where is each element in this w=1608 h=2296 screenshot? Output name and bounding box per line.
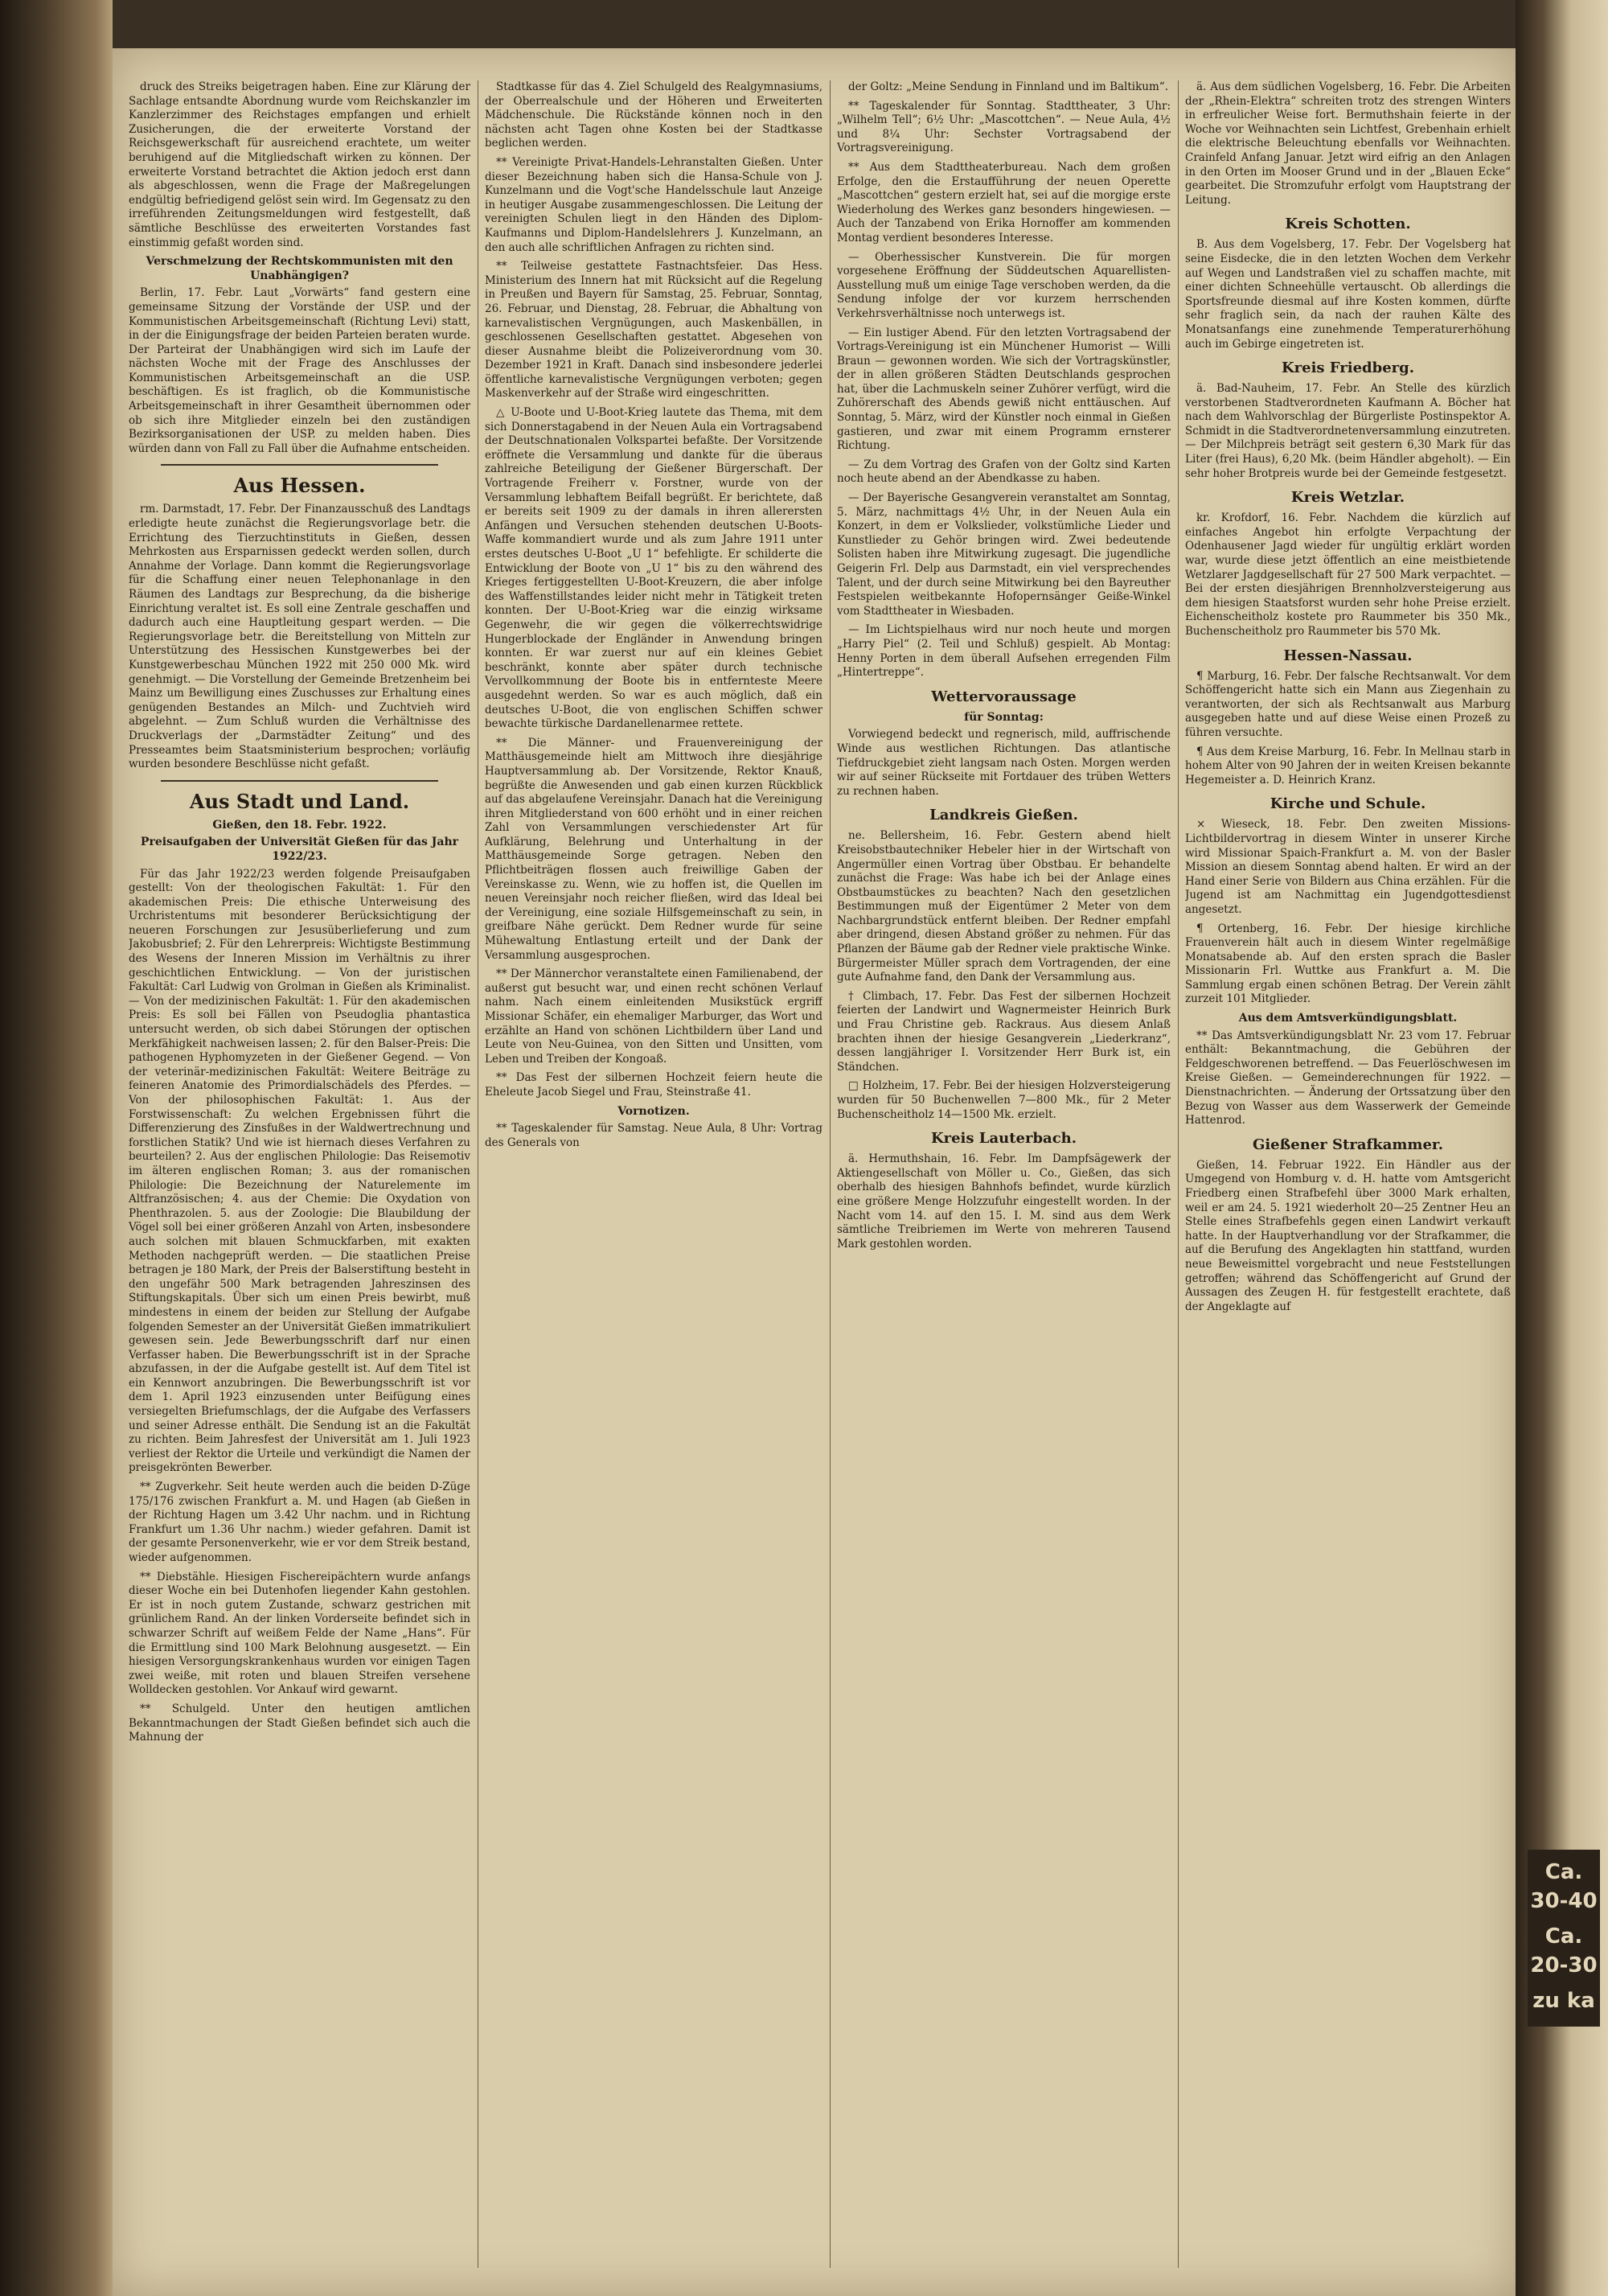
column-1 xyxy=(129,80,470,2268)
article-paragraph: ** Schulgeld. Unter den heutigen amtlichen Bekanntmachungen der Stadt Gießen befindet sich auch die Mahnung der xyxy=(129,1702,470,1744)
article-paragraph: ä. Aus dem südlichen Vogelsberg, 16. Febr. Die Arbeiten der „Rhein-Elektra“ schreiten trotz des strengen Winters in erfreulicher Weise fort. Bermuthshain feierte in der Woche vor Weihnachten sein Lichtfest, Grebenhain erhielt die elektrische Beleuchtung ebenfalls vor Weihnachten. Crainfeld Anfang Januar. Jetzt wird eifrig an den Anlagen in den Orten im Mooser Grund und in der „Blauen Ecke“ gearbeitet. Die Stromzufuhr erfolgt vom Hauptstrang der Leitung. xyxy=(1185,80,1511,207)
article-heading: Vornotizen. xyxy=(617,1104,690,1118)
column-2 xyxy=(485,80,822,2268)
section-heading-wettervoraussage: Wettervoraussage xyxy=(931,688,1077,705)
section-heading-landkreis-giessen: Landkreis Gießen. xyxy=(929,807,1078,824)
article-paragraph: Vorwiegend bedeckt und regnerisch, mild, auffrischende Winde aus westlichen Richtungen. Das atlantische Tiefdruckgebiet zieht langsam nach Osten. Morgen werden wir auf seiner Rückseite mit Fortdauer des trüben Wetters zu rechnen haben. xyxy=(837,728,1171,798)
article-paragraph: Berlin, 17. Febr. Laut „Vorwärts“ fand gestern eine gemeinsame Sitzung der Vorstände der USP. und der Kommunistischen Arbeitsgemeinschaft (Richtung Levi) statt, in der die Einigungsfrage der beiden Parteien beraten wurde. Der Parteirat der Unabhängigen wird sich im Laufe der nächsten Woche mit der Frage des Anschlusses der Kommunistischen Arbeitsgemeinschaft an die USP. beschäftigen. Es ist fraglich, ob die Kommunistische Arbeitsgemeinschaft in ihrer Gesamtheit übernommen oder ob sich ihre Mitglieder einzeln bei den zuständigen Bezirksorganisationen der USP. zu melden haben. Dies würden dann von Fall zu Fall über die Aufnahme entscheiden. xyxy=(129,286,470,455)
article-paragraph: ** Der Männerchor veranstaltete einen Familienabend, der außerst gut besucht war, und einen recht schönen Verlauf nahm. Nach einem einleitenden Musikstück ergriff Missionar Schäfer, ein ehemaliger Marburger, das Wort und erzählte an Hand von schönen Lichtbildern über Land und Leute von Neu-Guinea, von den Sitten und Unsitten, vom Leben und Treiben der Kongoaß. xyxy=(485,967,822,1066)
article-paragraph: Gießen, 14. Februar 1922. Ein Händler aus der Umgegend von Homburg v. d. H. hatte vom Amtsgericht Friedberg einen Strafbefehl über 3000 Mark erhalten, weil er am 24. 5. 1921 wiederholt 20—25 Zentner Heu an Stelle eines Strafbefehls gegen einen Landwirt verkauft hatte. In der Hauptverhandlung vor der Strafkammer, die auf die Berufung des Angeklagten hin stattfand, wurden neue Beweismittel vorgebracht und neue Feststellungen getroffen; während das Schöffengericht auf Grund der Aussagen des Zeugen H. für festgestellt erachtete, daß der Angeklagte auf xyxy=(1185,1158,1511,1313)
article-heading: Aus dem Amtsverkündigungsblatt. xyxy=(1238,1012,1458,1025)
section-heading-kreis-lauterbach: Kreis Lauterbach. xyxy=(930,1130,1077,1148)
article-paragraph: ** Aus dem Stadttheaterbureau. Nach dem großen Erfolge, den die Erstaufführung der neuen Operette „Mascottchen“ gestern erzielt hat, sei auf die morgige erste Wiederholung des Werkes ganz besonders hingewiesen. — Auch der Tanzabend von Erika Hornoffer am kommenden Montag verdient besonderes Interesse. xyxy=(837,160,1171,244)
subheading: für Sonntag: xyxy=(964,710,1044,724)
article-paragraph: B. Aus dem Vogelsberg, 17. Febr. Der Vogelsberg hat seine Eisdecke, die in den letzten Wochen dem Verkehr auf Wegen und Landstraßen viel zu schaffen machte, mit einer dichten Schneehülle vertauscht. Ob allerdings die Sportsfreunde diesmal auf ihre Kosten kommen, dürfte sehr fraglich sein, da nach der rauhen Kälte des Monatsanfangs eine zunehmende Temperaturerhöhung auch im Gebirge eingetreten ist. xyxy=(1185,238,1511,351)
section-heading-kreis-schotten: Kreis Schotten. xyxy=(1285,216,1411,233)
article-paragraph: — Der Bayerische Gesangverein veranstaltet am Sonntag, 5. März, nachmittags 4½ Uhr, in der Neuen Aula ein Konzert, in dem er Volkslieder, volkstümliche Lieder und Kunstlieder zu Gehör bringen wird. Zwei bedeutende Solisten haben ihre Mitwirkung zugesagt. Die jugendliche Geigerin Frl. Delp aus Darmstadt, ein viel versprechendes Talent, und der durch seine Mitwirkung bei den Bayreuther Festspielen weitbekannte Hofopernsänger Geiße-Winkel vom Stadttheater in Wiesbaden. xyxy=(837,491,1171,618)
article-heading: Preisaufgaben der Universität Gießen für das Jahr 1922/23. xyxy=(140,836,459,863)
article-paragraph: ä. Bad-Nauheim, 17. Febr. An Stelle des kürzlich verstorbenen Stadtverordneten Kaufmann A. Böcher hat nach dem Wahlvorschlag der Bürgerliste Postinspektor A. Schmidt in die Stadtverordnetenversammlung einzutreten. — Der Milchpreis beträgt seit gestern 6,30 Mark für das Liter (frei Haus), 6,20 Mk. (beim Händler abgeholt). — Ein sehr hoher Brotpreis wurde bei der Gemeinde festgesetzt. xyxy=(1185,382,1511,480)
book-binding xyxy=(0,0,113,2296)
article-paragraph: ¶ Marburg, 16. Febr. Der falsche Rechtsanwalt. Vor dem Schöffengericht hatte sich ein Mann aus Ziegenhain zu verantworten, der sich als Rechtsanwalt aus Marburg ausgegeben hatte und auf diese Weise einen Prozeß zu führen versuchte. xyxy=(1185,669,1511,739)
article-paragraph: ä. Hermuthshain, 16. Febr. Im Dampfsägewerk der Aktiengesellschaft von Möller u. Co., Gießen, das sich oberhalb des hiesigen Bahnhofs befindet, wurde kürzlich eine größere Menge Holzzufuhr eingestellt worden. In der Nacht vom 14. auf den 15. I. M. sind aus dem Werk sämtliche Treibriemen im Werte von mehreren Tausend Mark gestohlen worden. xyxy=(837,1152,1171,1251)
article-paragraph: — Ein lustiger Abend. Für den letzten Vortragsabend der Vortrags-Vereinigung ist ein Münchener Humorist — Willi Braun — gewonnen worden. Wie sich der Vortragskünstler, der in allen größeren Städten Deutschlands gesprochen hat, über die Lachmuskeln seiner Zuhörer verfügt, wird die Zuhörerschaft des Abends gewiß nicht enttäuschen. Auf Sonntag, 5. März, wird der Künstler noch einmal in Gießen gastieren, und zwar mit einem Programm ernsterer Richtung. xyxy=(837,326,1171,453)
dateline: Gießen, den 18. Febr. 1922. xyxy=(212,818,387,832)
article-paragraph: rm. Darmstadt, 17. Febr. Der Finanzausschuß des Landtags erledigte heute zunächst die Regierungsvorlage betr. die Errichtung des Tierzuchtinstituts in Gießen, dessen Mehrkosten aus Ersparnissen gedeckt werden sollen, durch Annahme der Vorlage. Dann kommt die Regierungsvorlage für die Schaffung einer neuen Telephonanlage in den Räumen des Landtags zur Besprechung, da die bisherige Einrichtung veraltet ist. Es soll eine Zentrale geschaffen und dadurch auch eine Hauptleitung gespart werden. — Die Regierungsvorlage betr. die Bereitstellung von Mitteln zur Unterstützung des Hessischen Kunstgewerbes bei der Kunstgewerbeschau München 1922 mit 250 000 Mk. wird genehmigt. — Die Vorstellung der Gemeinde Bretzenheim bei Mainz um Bewilligung eines Zuschusses zur Erhaltung eines genügenden Bestandes an Milch- und Zuchtvieh wird abgelehnt. — Zum Schluß wurden die Verhältnisse des Druckverlags der „Darmstädter Zeitung“ und des Presseamtes beim Staatsministerium besprochen; vorläufig wurden besondere Beschlüsse nicht gefaßt. xyxy=(129,503,470,771)
article-paragraph: ¶ Ortenberg, 16. Febr. Der hiesige kirchliche Frauenverein hält auch in diesem Winter regelmäßige Monatsabende ab. Auf den ersten sprach die Basler Missionarin Frl. Wuttke aus Frankfurt a. M. Die Sammlung ergab einen schönen Betrag. Der Verein zählt zurzeit 101 Mitglieder. xyxy=(1185,922,1511,1006)
article-paragraph: druck des Streiks beigetragen haben. Eine zur Klärung der Sachlage entsandte Abordnung wurde vom Reichskanzler im Kanzlerzimmer des Reichstages empfangen und erhielt Zusicherungen, die der erweiterte Vorstand der Reichsgewerkschaft für ausreichend erachtete, um weiter beruhigend auf die Mitgliedschaft wirken zu können. Der erweiterte Vorstand betrachtet die Aktion jedoch erst dann als abgeschlossen, wenn die Frage der Maßregelungen endgültig befriedigend gelöst sein wird. Im Gegensatz zu den irreführenden Zeitungsmeldungen wird festgestellt, daß sämtliche Beschlüsse des erweiterten Vorstandes fast einstimmig gefaßt worden sind. xyxy=(129,80,470,249)
section-heading-aus-hessen: Aus Hessen. xyxy=(233,474,366,498)
stamp-line: Ca. 20-30 xyxy=(1530,1924,1598,1978)
article-paragraph: ** Zugverkehr. Seit heute werden auch die beiden D-Züge 175/176 zwischen Frankfurt a. M. und Hagen (ab Gießen in der Richtung Hagen um 3.42 Uhr nachm. und in Richtung Frankfurt um 1.36 Uhr nachm.) wieder gefahren. Damit ist der gesamte Personenverkehr, wie er vor dem Streik bestand, wieder aufgenommen. xyxy=(129,1481,470,1564)
article-paragraph: ne. Bellersheim, 16. Febr. Gestern abend hielt Kreisobstbautechniker Hebeler hier in der Wirtschaft von Angermüller einen Vortrag über Obstbau. Er behandelte zunächst die Frage: Was habe ich bei der Anlage eines Obstbaumstückes zu beachten? Nach den gesetzlichen Bestimmungen muß der Eigentümer 2 Meter von dem Nachbargrundstück entfernt bleiben. Der Redner empfahl aber dringend, diesen Abstand größer zu nehmen. Für das Pflanzen der Bäume gab der Redner viele praktische Winke. Bürgermeister Müller sprach dem Vortragenden, der eine gute Aufnahme fand, den Dank der Versammlung aus. xyxy=(837,829,1171,984)
article-paragraph: □ Holzheim, 17. Febr. Bei der hiesigen Holzversteigerung wurden für 50 Buchenwellen 7—800 Mk., für 2 Meter Buchenscheitholz 14—1500 Mk. erzielt. xyxy=(837,1079,1171,1121)
column-rule xyxy=(1178,80,1179,2268)
article-paragraph: ** Das Amtsverkündigungsblatt Nr. 23 vom 17. Februar enthält: Bekanntmachung, die Gebühren der Feldgeschworenen betreffend. — Das Feuerlöschwesen im Kreise Gießen. — Gemeinderechnungen für 1922. — Dienstnachrichten. — Änderung der Ortssatzung über den Bezug von Wasser aus dem Wasserwerk der Gemeinde Hattenrod. xyxy=(1185,1029,1511,1127)
article-paragraph: Stadtkasse für das 4. Ziel Schulgeld des Realgymnasiums, der Oberrealschule und der Höheren und Erweiterten Mädchenschule. Die Rückstände können noch in den nächsten acht Tagen ohne Kosten bei der Stadtkasse beglichen werden. xyxy=(485,80,822,150)
margin-price-stamp xyxy=(1528,1850,1600,2027)
section-heading-kreis-wetzlar: Kreis Wetzlar. xyxy=(1290,489,1405,507)
article-paragraph: ** Tageskalender für Samstag. Neue Aula, 8 Uhr: Vortrag des Generals von xyxy=(485,1122,822,1149)
article-paragraph: — Oberhessischer Kunstverein. Die für morgen vorgesehene Eröffnung der Süddeutschen Aquarellisten-Ausstellung muß um einige Tage verschoben werden, da die Sendung infolge der vor kurzem herrschenden Verkehrsverhältnisse noch unterwegs ist. xyxy=(837,250,1171,320)
section-heading-kirche-und-schule: Kirche und Schule. xyxy=(1270,795,1426,813)
article-paragraph: ** Teilweise gestattete Fastnachtsfeier. Das Hess. Ministerium des Innern hat mit Rücksicht auf die Regelung in Preußen und Bayern für Samstag, 25. Februar, Sonntag, 26. Februar, und Dienstag, 28. Februar, die Abhaltung von karnevalistischen Vergnügungen, auch Maskenbällen, in geschlossenen Gesellschaften gestattet. Abgesehen von dieser Ausnahme bleibt die Polizeiverordnung vom 30. Dezember 1921 in Kraft. Danach sind insbesondere jederlei öffentliche karnevalistische Vergnügungen verboten; gegen Maskenverkehr auf der Straße wird eingeschritten. xyxy=(485,260,822,400)
article-paragraph: × Wieseck, 18. Febr. Den zweiten Missions-Lichtbildervortrag in diesem Winter in unserer Kirche wird Missionar Spaich-Frankfurt a. M. von der Basler Mission an diesem Sonntag abend halten. Er wird an der Hand einer Serie von Bildern aus China erzählen. Für die Jugend ist am Nachmittag ein Jugendgottesdienst angesetzt. xyxy=(1185,818,1511,916)
article-paragraph: ** Das Fest der silbernen Hochzeit feiern heute die Eheleute Jacob Siegel und Frau, Steinstraße 41. xyxy=(485,1071,822,1099)
article-paragraph: ** Tageskalender für Sonntag. Stadttheater, 3 Uhr: „Wilhelm Tell“; 6½ Uhr: „Mascottchen“. — Neue Aula, 4½ und 8¼ Uhr: Sechster Vortragsabend der Vortragsvereinigung. xyxy=(837,99,1171,155)
column-4 xyxy=(1185,80,1511,2268)
article-paragraph: ** Diebstähle. Hiesigen Fischereipächtern wurde anfangs dieser Woche ein bei Dutenhofen liegender Kahn gestohlen. Er ist in noch gutem Zustande, schwarz gestrichen mit grünlichem Rand. An der linken Vorderseite befindet sich in schwarzer Schrift auf weißem Felde der Name „Hans“. Für die Ermittlung sind 100 Mark Belohnung ausgesetzt. — Ein hiesigen Versorgungskrankenhaus wurden vor einigen Tagen zwei weiße, mit roten und blauen Streifen versehene Wolldecken gestohlen. Vor Ankauf wird gewarnt. xyxy=(129,1570,470,1697)
divider xyxy=(161,464,438,466)
article-paragraph: △ U-Boote und U-Boot-Krieg lautete das Thema, mit dem sich Donnerstagabend in der Neuen Aula ein Vortragsabend der Deutschnationalen Volkspartei befaßte. Der Vorsitzende eröffnete die Versammlung und dankte für die überaus zahlreiche Beteiligung der Gießener Bürgerschaft. Der Vortragende Freiherr v. Forstner, wurde von der Versammlung lebhaftem Beifall begrüßt. Er berichtete, daß er bereits seit 1909 zu der damals in ihren allerersten Anfängen und Versuchen stehenden deutschen U-Boots-Waffe kommandiert wurde und als zum Jahre 1911 unter erstes deutsches U-Boot „U 1“ befehligte. Er schilderte die Entwicklung der Boote von „U 1“ bis zu den während des Krieges fertiggestellten U-Boot-Kreuzern, die aber infolge des Waffenstillstandes leider nicht mehr in Tätigkeit treten konnten. Der U-Boot-Krieg war die einzig wirksame Gegenwehr, die wir gegen die völkerrechtswidrige Hungerblockade der Engländer in Anwendung bringen konnten. Er war zuerst nur auf ein kleines Gebiet beschränkt, konnte aber später durch technische Vervollkommnung der Boote bis in entfernteste Meere ausgedehnt werden. So war es auch möglich, daß ein deutsches U-Boot, die von englischen Schiffen schwer bewachte türkische Dardanellenarmee rettete. xyxy=(485,406,822,731)
article-paragraph: † Climbach, 17. Febr. Das Fest der silbernen Hochzeit feierten der Landwirt und Wagnermeister Heinrich Burk und Frau Christine geb. Rackraus. Aus diesem Anlaß brachten ihnen der hiesige Gesangverein „Liederkranz“, dessen langjähriger I. Vorsitzender Herr Burk ist, ein Ständchen. xyxy=(837,989,1171,1074)
article-paragraph: ** Die Männer- und Frauenvereinigung der Matthäusgemeinde hielt am Mittwoch ihre diesjährige Hauptversammlung ab. Der Vorsitzende, Rektor Knauß, begrüßte die Anwesenden und gab einen kurzen Rückblick auf das abgelaufene Vereinsjahr. Danach hat die Vereinigung ihren Mitgliederstand von 600 erhöht und in einer reichen Zahl von Versammlungen verschiedenster Art für Aufklärung, Belehrung und Unterhaltung in der Matthäusgemeinde Sorge getragen. Neben den Pflichtbeiträgen flossen auch freiwillige Gaben der Vereinskasse zu. Wenn, wie zu hoffen ist, die Quellen im neuen Vereinsjahr noch reicher fließen, wird das Ideal bei der Vereinigung, eine soziale Hilfsgemeinschaft zu sein, in greifbare Nähe gerückt. Dem Redner wurde für seine Mühewaltung Entlastung erteilt und der Dank der Versammlung ausgesprochen. xyxy=(485,736,822,962)
section-heading-aus-stadt-und-land: Aus Stadt und Land. xyxy=(189,789,410,813)
column-rule xyxy=(830,80,831,2268)
column-3 xyxy=(837,80,1171,2268)
article-paragraph: kr. Krofdorf, 16. Febr. Nachdem die kürzlich auf einfaches Angebot hin erfolgte Verpachtung der Odenhausener Jagd wieder für ungültig erklärt worden war, wurde diese jetzt öffentlich an eine meistbietende Wetzlarer Jagdgesellschaft für 27 500 Mark verpachtet. — Bei der ersten diesjährigen Brennholzversteigerung aus dem hiesigen Staatsforst wurden sehr hohe Preise erzielt. Eichenscheitholz kostete pro Raummeter bis 350 Mk., Buchenscheitholz pro Raummeter bis 570 Mk. xyxy=(1185,511,1511,638)
article-paragraph: — Zu dem Vortrag des Grafen von der Goltz sind Karten noch heute abend an der Abendkasse zu haben. xyxy=(837,458,1171,486)
section-heading-strafkammer: Gießener Strafkammer. xyxy=(1252,1136,1444,1153)
article-paragraph: Für das Jahr 1922/23 werden folgende Preisaufgaben gestellt: Von der theologischen Fakultät: 1. Für den akademischen Preis: Die ethische Unterweisung des Urchristentums mit besonderer Berücksichtigung der neueren Forschungen zur Jesusüberlieferung und zum Jakobusbrief; 2. Für den Lehrerpreis: Wichtigste Bestimmung des Wesens der Inneren Mission im Verhältnis zu ihrer geschichtlichen Entwicklung. — Von der juristischen Fakultät: Carl Ludwig von Grolman in Gießen als Kriminalist. — Von der medizinischen Fakultät: 1. Für den akademischen Preis: Es soll bei Fällen von Pseudoglia phantastica untersucht werden, ob sich dabei Störungen der optischen Merkfähigkeit nachweisen lassen; 2. für den Balser-Preis: Die pathogenen Hyphomyzeten in der Gießener Gegend. — Von der veterinär-medizinischen Fakultät: Weitere Beiträge zu feineren Anatomie des Primordialschädels des Pferdes. — Von der philosophischen Fakultät: 1. Aus der Forstwissenschaft: Zu welchen Ergebnissen führt die Differenzierung des Zinsfußes in der Waldwertrechnung und forstlichen Statik? Und wie ist hiernach dieses Verfahren zu beurteilen? 2. Aus der englischen Philologie: Das Reisemotiv im älteren englischen Roman; 3. aus der romanischen Philologie: Die Bezeichnung der Naturelemente im Altfranzösischen; 4. aus der Chemie: Die Oxydation von Phenthrazolen. 5. aus der Zoologie: Die Blaubildung der Vögel soll bei einer größeren Anzahl von Arten, insbesondere auch solchen mit blauen Schmuckfarben, mit exakten Methoden nachgeprüft werden. — Die staatlichen Preise betragen je 180 Mark, der Preis der Balserstiftung besteht in den ungefähr 500 Mark betragenden Jahreszinsen des Stiftungskapitals. Über sich um einen Preis bewirbt, muß mindestens in einem der beiden zur Stellung der Aufgabe folgenden Semester an der Universität Gießen immatrikuliert gewesen sein. Jede Bewerbungsschrift darf nur einen Verfasser haben. Die Bewerbungsschrift ist in der Sprache abzufassen, in der die Aufgabe gestellt ist. Auf dem Titel ist ein Kennwort anzubringen. Die Bewerbungsschrift ist vor dem 1. April 1923 einzusenden unter Beifügung eines versiegelten Briefumschlags, der die Aufgabe des Verfassers und seiner Adresse enthält. Die Sendung ist an die Fakultät zu richten. Beim Jahresfest der Universität am 1. Juli 1923 verliest der Rektor die Urteile und verkündigt die Namen der preisgekrönten Bewerber. xyxy=(129,867,470,1475)
article-paragraph: ¶ Aus dem Kreise Marburg, 16. Febr. In Mellnau starb in hohem Alter von 90 Jahren der in weiten Kreisen bekannte Hegemeister a. D. Heinrich Kranz. xyxy=(1185,745,1511,787)
article-heading: Verschmelzung der Rechtskommunisten mit den Unabhängigen? xyxy=(146,255,453,282)
article-paragraph: ** Vereinigte Privat-Handels-Lehranstalten Gießen. Unter dieser Bezeichnung haben sich die Hansa-Schule von J. Kunzelmann und die Vogt'sche Handelsschule laut Anzeige in heutiger Ausgabe zusammengeschlossen. Die Leitung der vereinigten Schulen liegt in den Händen des Diplom-Kaufmanns und Diplom-Handelslehrers J. Kunzelmann, an den auch alle schriftlichen Anfragen zu richten sind. xyxy=(485,155,822,254)
article-paragraph: — Im Lichtspielhaus wird nur noch heute und morgen „Harry Piel“ (2. Teil und Schluß) gespielt. Ab Montag: Henny Porten in dem überall Aufsehen erregenden Film „Hintertreppe“. xyxy=(837,623,1171,680)
divider xyxy=(161,780,438,782)
section-heading-kreis-friedberg: Kreis Friedberg. xyxy=(1281,359,1414,377)
stamp-line: Ca. 30-40 xyxy=(1530,1860,1598,1913)
section-heading-hessen-nassau: Hessen-Nassau. xyxy=(1283,647,1413,664)
article-paragraph: der Goltz: „Meine Sendung in Finnland und im Baltikum“. xyxy=(848,80,1168,93)
stamp-line: zu ka xyxy=(1532,1989,1595,2013)
